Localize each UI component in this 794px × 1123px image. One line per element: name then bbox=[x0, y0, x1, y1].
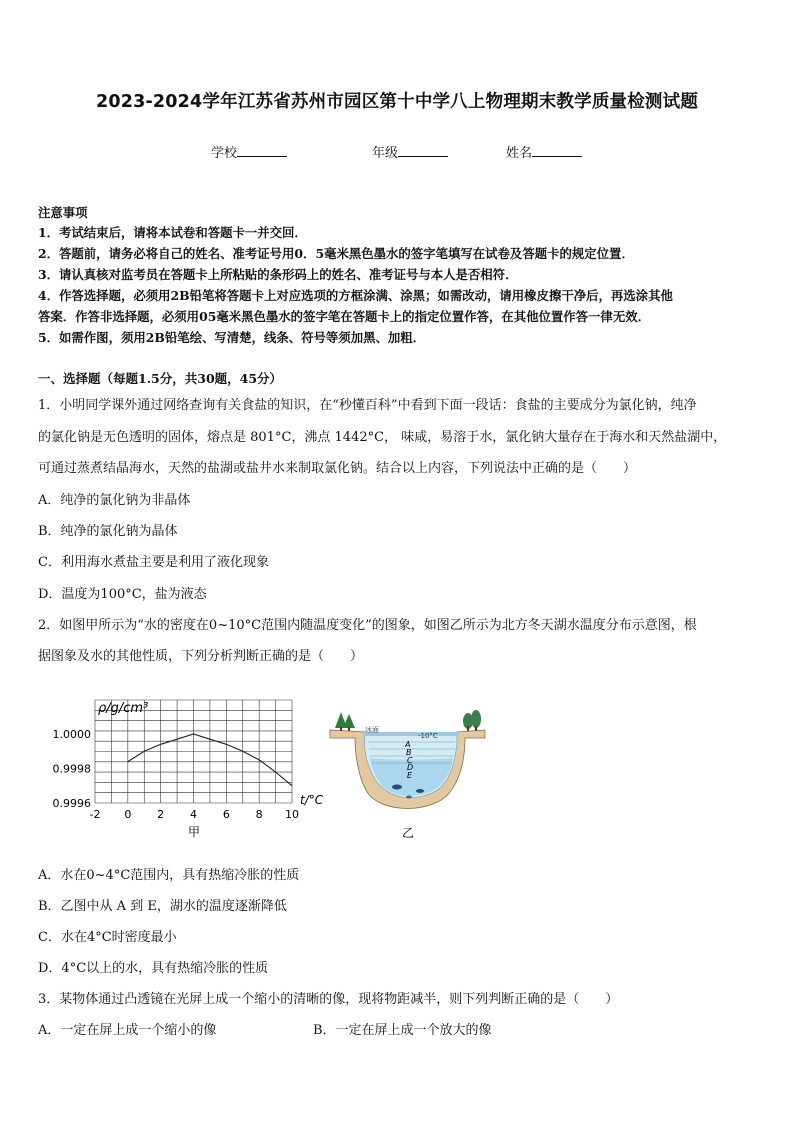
page-title: 2023-2024学年江苏省苏州市园区第十中学八上物理期末教学质量检测试题 bbox=[95, 92, 699, 112]
q1-option-d[interactable]: D．温度为100°C，盐为液态 bbox=[38, 587, 207, 602]
q2-text: 2．如图甲所示为“水的密度在0~10°C范围内随温度变化”的图象，如图乙所示为北方冬天湖水温度分布示意图，根 bbox=[38, 618, 697, 633]
lake-diagram bbox=[325, 708, 490, 843]
school-label: 学校 bbox=[211, 146, 238, 161]
layer-label-b: B bbox=[406, 748, 412, 757]
y-axis-label: ρ/g/cm³ bbox=[98, 701, 149, 716]
name-label: 姓名 bbox=[506, 146, 533, 161]
name-blank[interactable] bbox=[532, 144, 582, 157]
x-tick-label: 0 bbox=[124, 808, 132, 821]
temperature-label: -10°C bbox=[418, 732, 438, 740]
notice-line: 答案．作答非选择题，必须用05毫米黑色墨水的签字笔在答题卡上的指定位置作答，在其他位置作答一律无效． bbox=[38, 309, 650, 324]
chart-ticks bbox=[53, 728, 300, 821]
tree-icon bbox=[463, 710, 481, 731]
section-heading: 一、选择题（每题1.5分，共30题，45分） bbox=[38, 371, 283, 386]
q2-option-b[interactable]: B．乙图中从 A 到 E，湖水的温度逐渐降低 bbox=[38, 899, 287, 914]
q1-text: 1．小明同学课外通过网络查询有关食盐的知识，在“秒懂百科”中看到下面一段话：食盐的主要成分为氯化钠，纯净 bbox=[38, 398, 697, 413]
school-field[interactable] bbox=[211, 142, 287, 161]
x-axis-label: t/°C bbox=[300, 793, 324, 807]
grade-field[interactable] bbox=[372, 142, 448, 161]
q1-option-b[interactable]: B．纯净的氯化钠为晶体 bbox=[38, 524, 178, 539]
x-tick-label: 6 bbox=[222, 808, 230, 821]
figure-caption-yi: 乙 bbox=[402, 826, 415, 840]
density-chart bbox=[40, 688, 340, 843]
x-tick-label: 4 bbox=[190, 808, 197, 821]
notice-line: 5．如需作图，须用2B铅笔绘、写清楚，线条、符号等须加黑、加粗． bbox=[38, 330, 426, 345]
notice-line: 2．答题前，请务必将自己的姓名、准考证号用0．5毫米黑色墨水的签字笔填写在试卷及答题卡的规定位置． bbox=[38, 246, 634, 261]
layer-label-e: E bbox=[407, 771, 413, 780]
q1-option-c[interactable]: C．利用海水煮盐主要是利用了液化现象 bbox=[38, 555, 269, 570]
notice-heading: 注意事项 bbox=[38, 205, 88, 220]
q3-option-b[interactable]: B．一定在屏上成一个放大的像 bbox=[313, 1023, 492, 1038]
q2-option-c[interactable]: C．水在4°C时密度最小 bbox=[38, 930, 177, 945]
q2-option-d[interactable]: D．4°C以上的水，具有热缩冷胀的性质 bbox=[38, 961, 269, 976]
tree-icon bbox=[335, 712, 355, 731]
x-tick-label: 2 bbox=[157, 808, 165, 821]
layer-label-a: A bbox=[405, 740, 411, 749]
name-field[interactable] bbox=[506, 142, 582, 161]
school-blank[interactable] bbox=[237, 144, 287, 157]
q1-text: 可通过蒸煮结晶海水，天然的盐湖或盐井水来制取氯化钠。结合以上内容，下列说法中正确的是（ ） bbox=[38, 461, 637, 476]
notice-line: 3．请认真核对监考员在答题卡上所粘贴的条形码上的姓名、准考证号与本人是否相符． bbox=[38, 267, 518, 282]
q2-option-a[interactable]: A．水在0~4°C范围内，具有热缩冷胀的性质 bbox=[38, 868, 300, 883]
q3-option-a[interactable]: A．一定在屏上成一个缩小的像 bbox=[38, 1023, 217, 1038]
grade-blank[interactable] bbox=[398, 144, 448, 157]
notice-line: 1．考试结束后，请将本试卷和答题卡一并交回． bbox=[38, 225, 307, 240]
y-tick-label: 0.9996 bbox=[52, 797, 91, 810]
fish-icon bbox=[416, 789, 424, 793]
layer-label-d: D bbox=[407, 763, 414, 772]
q2-text: 据图象及水的其他性质，下列分析判断正确的是（ ） bbox=[38, 649, 364, 664]
fish-icon bbox=[406, 796, 412, 799]
figure-caption-jia: 甲 bbox=[188, 825, 201, 839]
layer-label-c: C bbox=[407, 756, 413, 765]
fish-icon bbox=[392, 785, 402, 790]
q3-text: 3．某物体通过凸透镜在光屏上成一个缩小的清晰的像，现将物距减半，则下列判断正确的是（ ） bbox=[38, 992, 619, 1007]
grade-label: 年级 bbox=[372, 146, 399, 161]
x-tick-label: 10 bbox=[285, 808, 299, 821]
notice-line: 4．作答选择题，必须用2B铅笔将答题卡上对应选项的方框涂满、涂黑；如需改动，请用橡皮擦干净后，再选涂其他 bbox=[38, 288, 673, 303]
q1-text: 的氯化钠是无色透明的固体，熔点是 801°C，沸点 1442°C， 味咸，易溶于水，氯化钠大量存在于海水和天然盐湖中， bbox=[38, 430, 727, 445]
y-tick-label: 1.0000 bbox=[52, 728, 91, 741]
y-tick-label: 0.9998 bbox=[52, 762, 91, 776]
ice-surface-label: 冰面 bbox=[365, 726, 379, 734]
x-tick-label: -2 bbox=[89, 808, 101, 821]
q1-option-a[interactable]: A．纯净的氯化钠为非晶体 bbox=[38, 493, 191, 508]
x-tick-label: 8 bbox=[255, 808, 263, 821]
